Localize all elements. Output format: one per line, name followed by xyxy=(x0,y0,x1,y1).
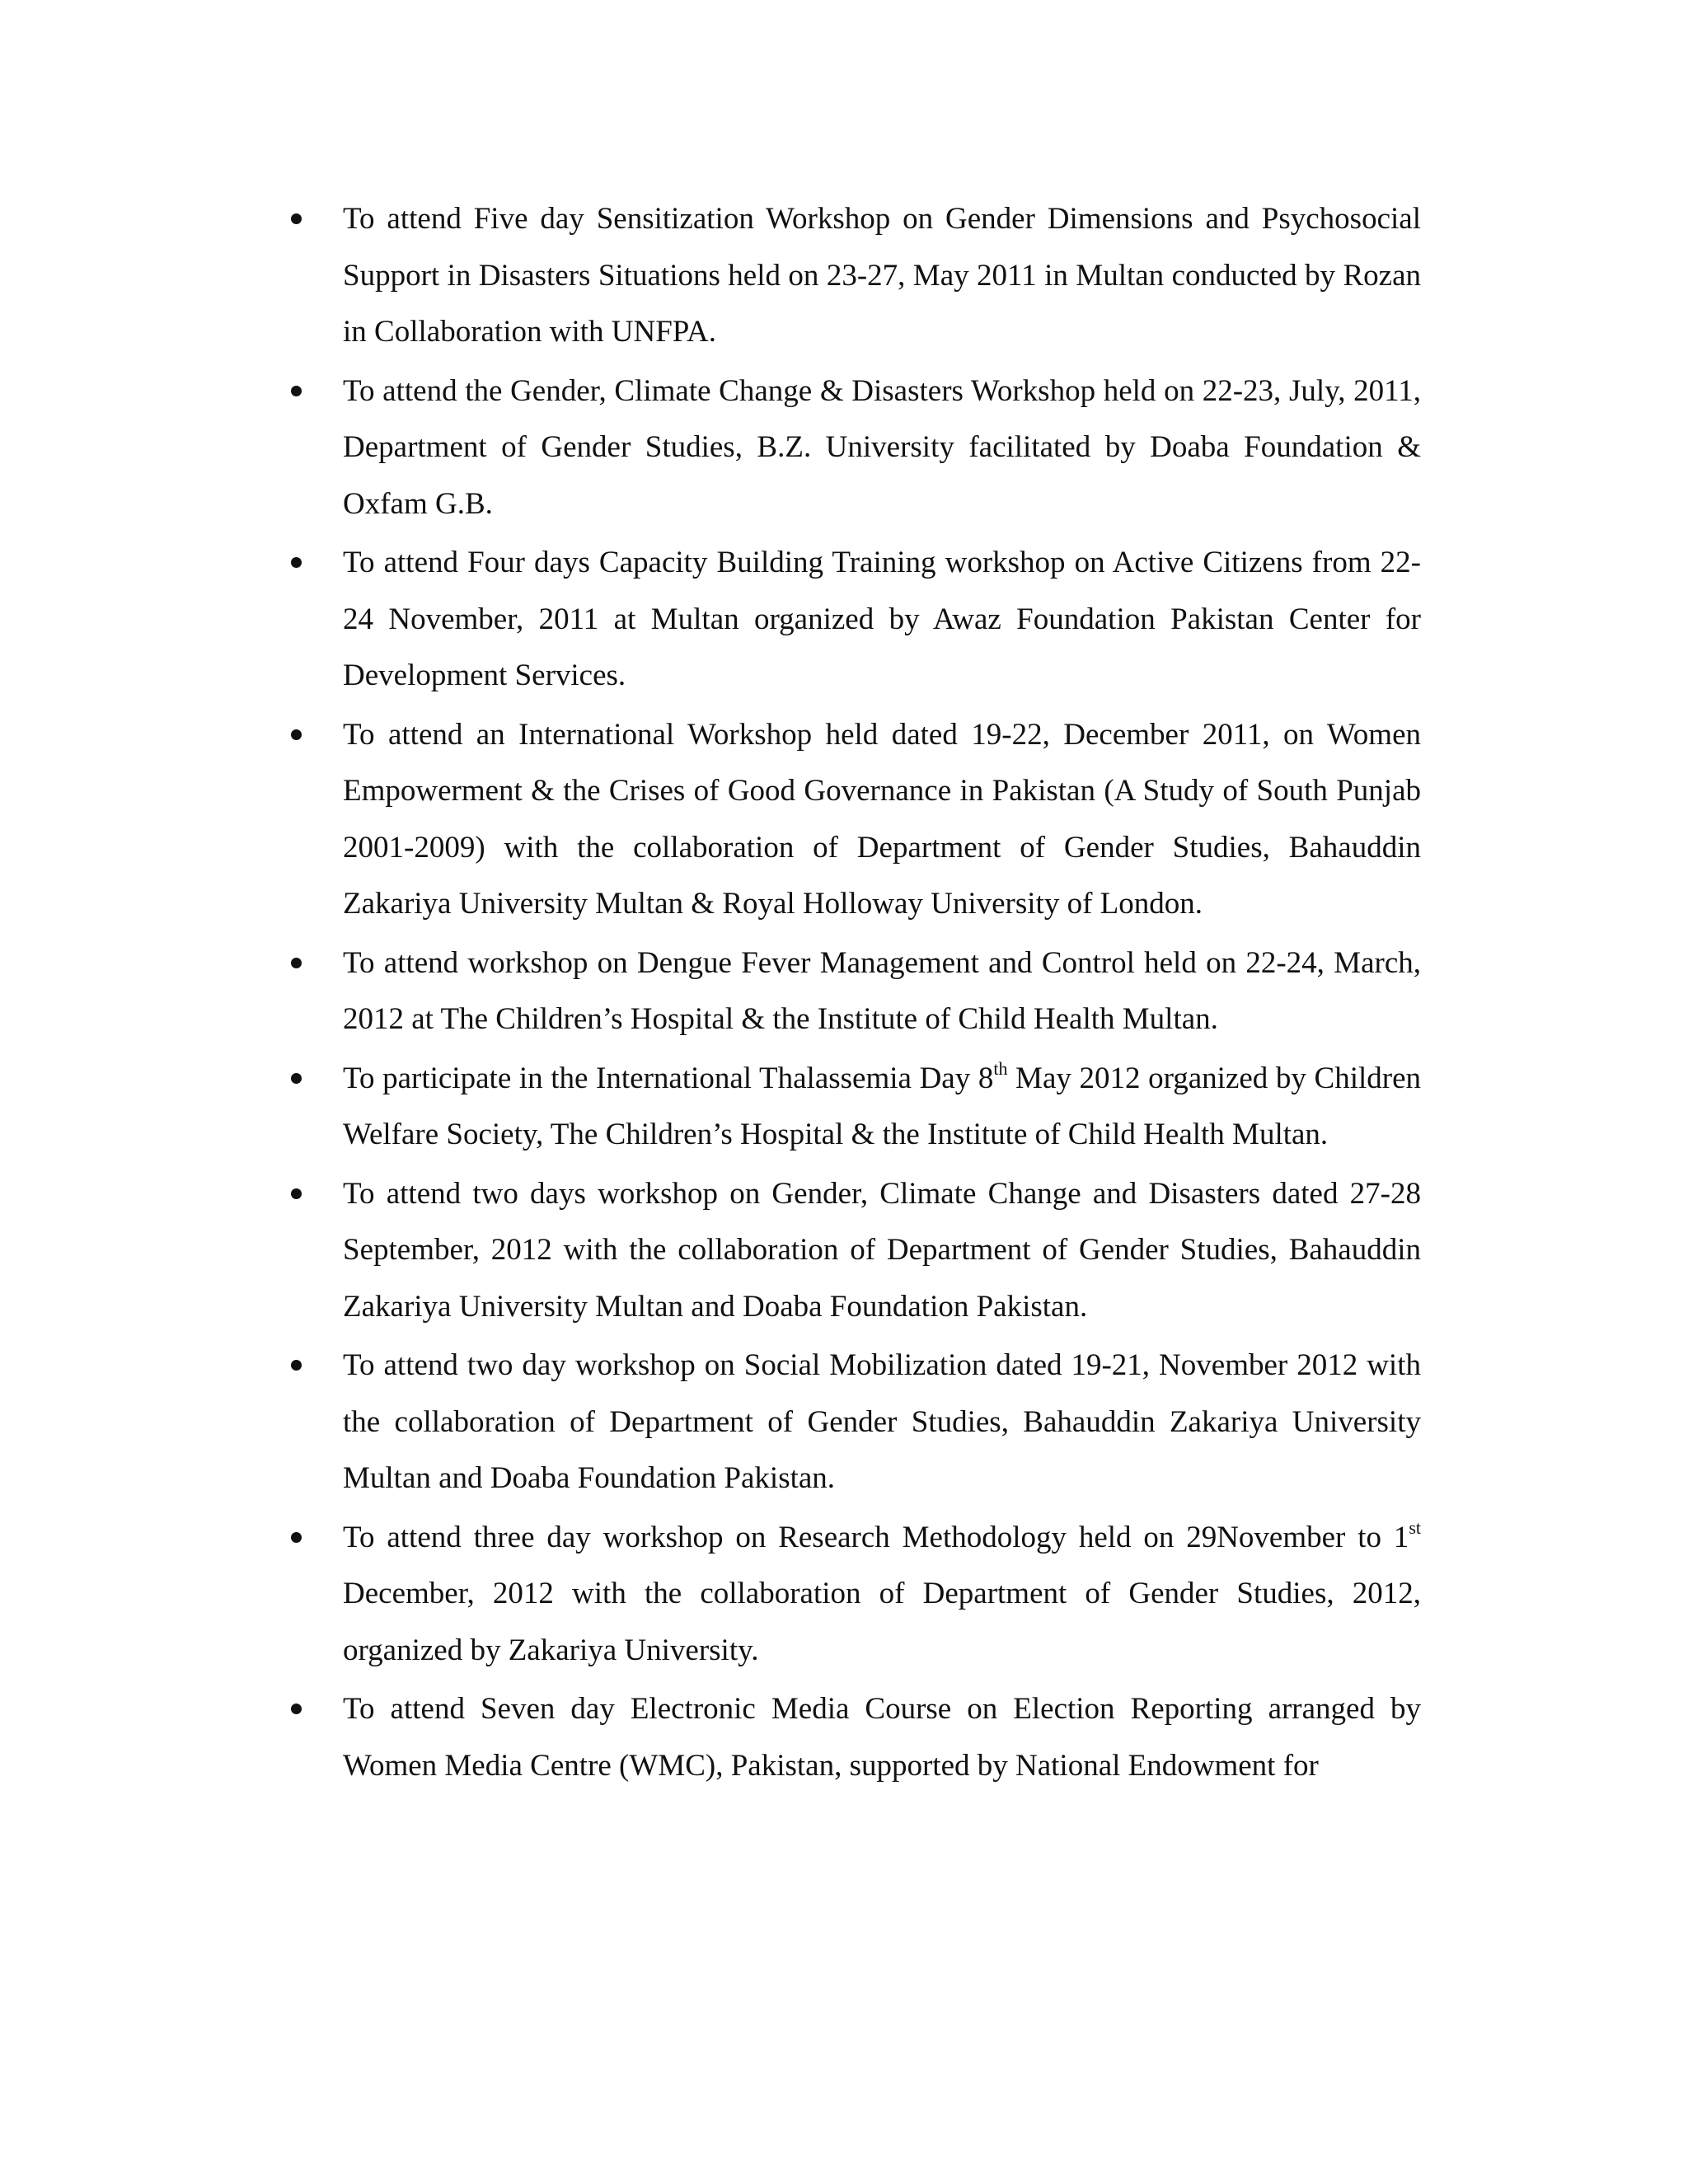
list-item xyxy=(0,935,1421,1048)
training-list xyxy=(0,191,1688,1797)
list-item-text: To attend an International Workshop held dated 19-22, December 2011, on Women Empowerment & the Crises of Good Governance in Pakistan (A Study of South Punjab 2001-2009) with the collaboration of Department of Gender Studies, Bahauddin Zakariya University Multan & Royal Holloway University of London. xyxy=(343,717,1421,921)
list-item-text-end: December, 2012 with the collaboration of Department of Gender Studies, 2012, organized by Zakariya University. xyxy=(343,1577,1421,1667)
list-item-text: To attend the Gender, Climate Change & Disasters Workshop held on 22-23, July, 2011, Department of Gender Studies, B.Z. University facilitated by Doaba Foundation & Oxfam G.B. xyxy=(343,373,1421,521)
bullet-icon xyxy=(291,1532,302,1543)
list-item xyxy=(0,707,1421,933)
list-item-text: To attend workshop on Dengue Fever Management and Control held on 22-24, March, 2012 at The Children’s Hospital & the Institute of Child Health Multan. xyxy=(343,945,1421,1036)
ordinal-suffix: st xyxy=(1409,1516,1421,1538)
list-item-text: To attend Five day Sensitization Workshop on Gender Dimensions and Psychosocial Support in Disasters Situations held on 23-27, May 2011 in Multan conducted by Rozan in Collaboration with UNFPA. xyxy=(343,202,1421,349)
list-item xyxy=(0,363,1421,533)
bullet-icon xyxy=(291,213,302,224)
list-item-text: To attend two days workshop on Gender, Climate Change and Disasters dated 27-28 September, 2012 with the collaboration of Department of Gender Studies, Bahauddin Zakariya University Multan and Doaba Foundation Pakistan. xyxy=(343,1176,1421,1324)
list-item-text: To attend two day workshop on Social Mobilization dated 19-21, November 2012 with the collaboration of Department of Gender Studies, Bahauddin Zakariya University Multan and Doaba Foundation Pakistan. xyxy=(343,1348,1421,1495)
bullet-icon xyxy=(291,1704,302,1714)
list-item-text: To attend Four days Capacity Building Training workshop on Active Citizens from 22-24 November, 2011 at Multan organized by Awaz Foundation Pakistan Center for Development Services. xyxy=(343,546,1421,692)
bullet-icon xyxy=(291,958,302,968)
list-item-text-end: May 2012 organized by Children Welfare Society, The Children’s Hospital & the Institute of Child Health Multan. xyxy=(343,1061,1421,1151)
bullet-icon xyxy=(291,386,302,396)
list-item xyxy=(0,1051,1421,1164)
list-item xyxy=(0,1338,1421,1507)
bullet-icon xyxy=(291,1188,302,1199)
list-item xyxy=(0,1681,1421,1794)
bullet-icon xyxy=(291,1073,302,1084)
bullet-icon xyxy=(291,1360,302,1371)
list-item-text-start: To attend three day workshop on Research Methodology held on 29November to 1 xyxy=(343,1520,1409,1554)
list-item xyxy=(0,535,1421,705)
list-item xyxy=(0,191,1421,361)
list-item xyxy=(0,1510,1421,1680)
list-item-text: To attend Seven day Electronic Media Course on Election Reporting arranged by Women Media Centre (WMC), Pakistan, supported by National Endowment for xyxy=(343,1692,1421,1783)
list-item xyxy=(0,1166,1421,1336)
bullet-icon xyxy=(291,557,302,568)
list-item-text-start: To participate in the International Thalassemia Day 8 xyxy=(343,1061,994,1095)
bullet-icon xyxy=(291,729,302,740)
ordinal-suffix: th xyxy=(993,1057,1008,1079)
